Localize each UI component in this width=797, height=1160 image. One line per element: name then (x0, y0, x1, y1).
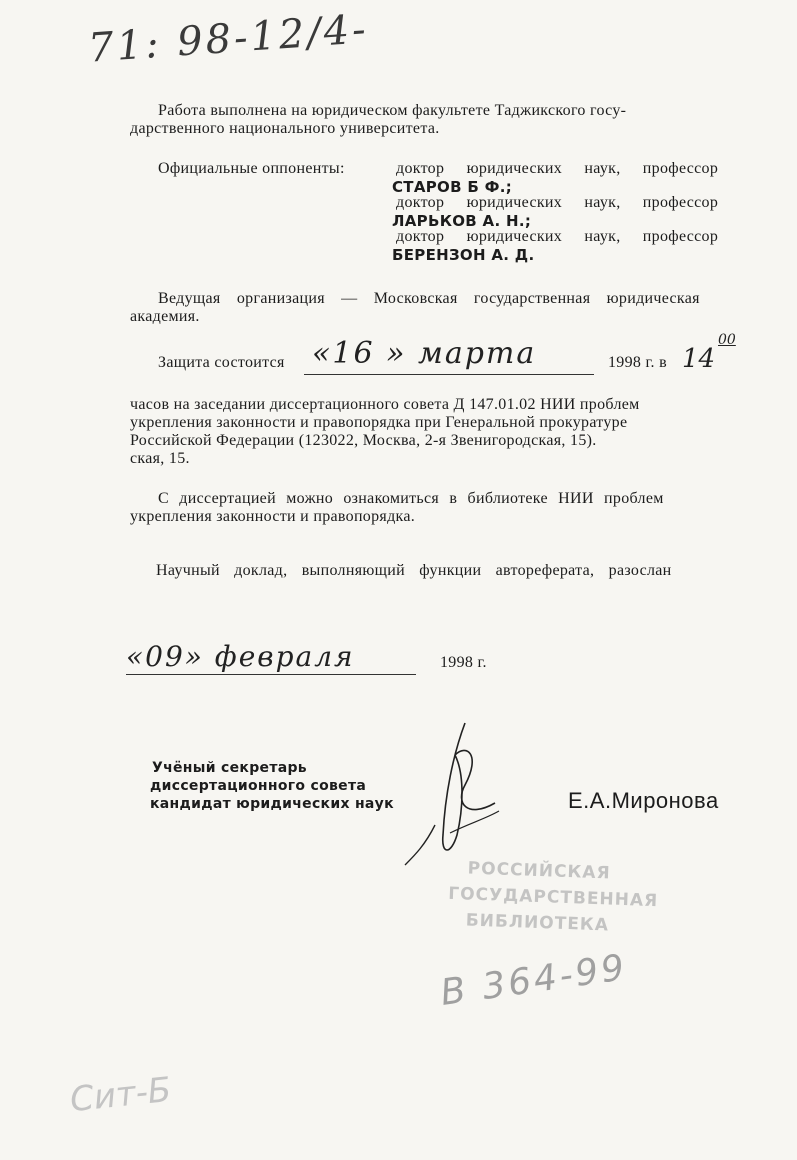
opponent-2-name: ЛАРЬКОВ А. Н.; (392, 212, 532, 230)
signer-name: Е.А.Миронова (568, 788, 719, 813)
library-line-1: С диссертацией можно ознакомиться в библиотеке НИИ проблем (158, 490, 664, 507)
leading-org-line-2: академия. (130, 308, 200, 325)
defense-line-3: Российской Федерации (123022, Москва, 2-я Звенигородская, 15). (130, 432, 597, 449)
handwritten-inventory-number: В 364-99 (438, 947, 630, 1014)
opponent-2-degree: доктор юридических наук, профессор (396, 194, 719, 211)
mailing-year: 1998 г. (440, 654, 487, 671)
handwritten-catalog-number: 71: 98-12/4- (86, 6, 371, 72)
defense-hour-handwritten: 14 (682, 344, 716, 374)
stamp-line-3: БИБЛИОТЕКА (465, 910, 610, 936)
opponent-3-degree: доктор юридических наук, профессор (396, 228, 719, 245)
intro-line-1: Работа выполнена на юридическом факультете Таджикского госу- (158, 102, 627, 119)
opponent-1-degree: доктор юридических наук, профессор (396, 160, 719, 177)
opponent-3-name: БЕРЕНЗОН А. Д. (392, 246, 535, 264)
defense-line-2: укрепления законности и правопорядка при Генеральной прокуратуре (130, 414, 628, 431)
signature-line-2: диссертационного совета (150, 778, 367, 794)
defense-prefix: Защита состоится (158, 354, 285, 371)
opponent-1-name: СТАРОВ Б Ф.; (392, 178, 513, 196)
defense-minute-handwritten: 00 (718, 332, 736, 348)
defense-line-1: часов на заседании диссертационного совета Д 147.01.02 НИИ проблем (130, 396, 640, 413)
intro-line-2: дарственного национального университета. (130, 120, 440, 137)
leading-org-line-1: Ведущая организация — Московская государственная юридическая (158, 290, 700, 307)
defense-date-handwritten: «16 » марта (312, 336, 537, 371)
signature-line-1: Учёный секретарь (152, 760, 307, 776)
defense-date-underline (304, 374, 594, 375)
library-stamp (446, 855, 659, 953)
opponents-label: Официальные оппоненты: (158, 160, 345, 177)
handwritten-signature (395, 715, 515, 875)
stamp-line-2: ГОСУДАРСТВЕННАЯ (447, 883, 659, 912)
library-line-2: укрепления законности и правопорядка. (130, 508, 416, 525)
signature-line-3: кандидат юридических наук (150, 796, 394, 812)
mailing-text: Научный доклад, выполняющий функции автореферата, разослан (156, 562, 672, 579)
defense-year: 1998 г. в (608, 354, 668, 371)
mailing-date-underline (126, 674, 416, 675)
handwritten-pencil-note: Сит-Б (68, 1069, 174, 1121)
stamp-line-1: РОССИЙСКАЯ (467, 858, 611, 884)
mailing-date-handwritten: «09» февраля (126, 640, 355, 673)
defense-line-4: ская, 15. (130, 450, 190, 467)
